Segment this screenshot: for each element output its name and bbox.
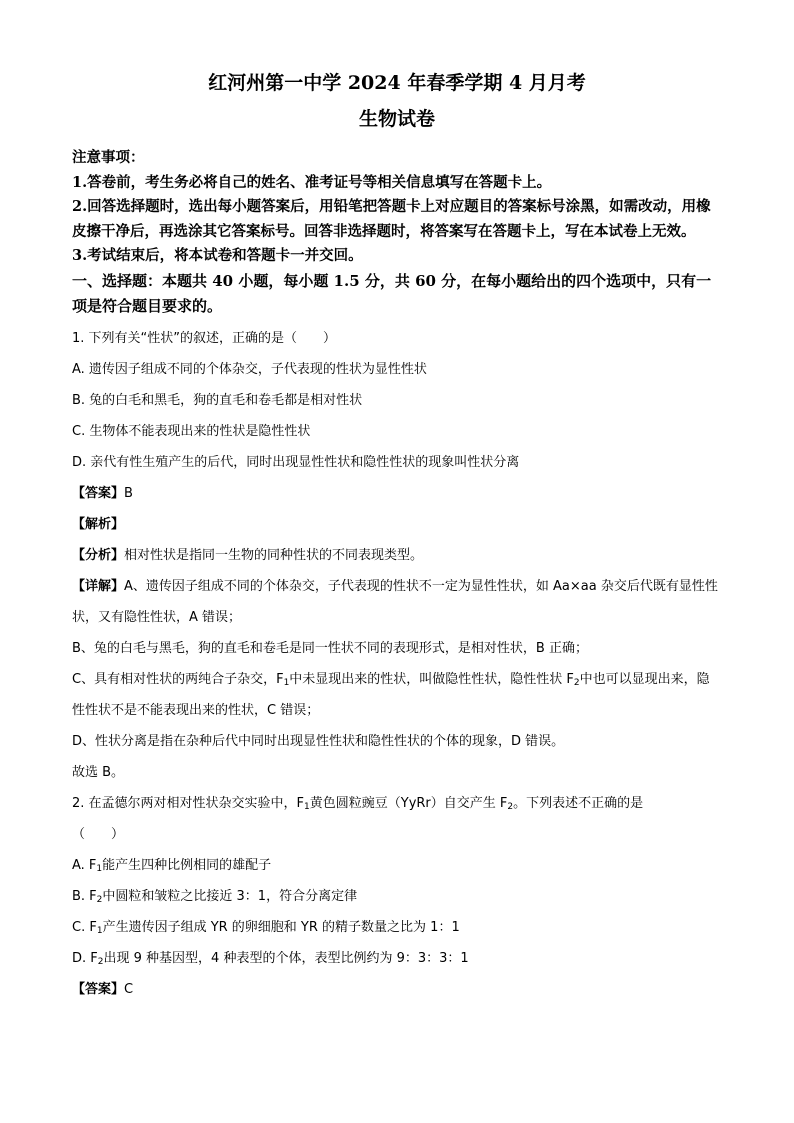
- q2-a-sub: 1: [96, 863, 103, 874]
- detail-c-sub1: 1: [283, 677, 290, 688]
- detail-b-line: B、兔的白毛与黑毛，狗的直毛和卷毛是同一性状不同的表现形式，是相对性状，B 正确；: [72, 640, 588, 656]
- conclusion-line: 故选 B。: [72, 764, 125, 780]
- q2-stem-part2: 黄色圆粒豌豆（YyRr）自交产生 F: [309, 795, 508, 811]
- q2-c-sub: 1: [96, 925, 103, 936]
- detail-c-part3: 中也可以显现出来，隐性性状不是不能表现出来的性状，C 错误；: [72, 671, 710, 718]
- q2-stem-sub2: 2: [507, 801, 514, 812]
- q2-d-part1: D. F: [72, 950, 98, 966]
- detail-a-line: [72, 571, 722, 633]
- notice-item-2: 2.回答选择题时，选出每小题答案后，用铅笔把答题卡上对应题目的答案标号涂黑，如需改动，用橡皮擦干净后，再选涂其它答案标号。回答非选择题时，将答案写在答题卡上，写在本试卷上无效。: [72, 198, 711, 240]
- fenxi-text: 相对性状是指同一生物的同种性状的不同表现类型。: [124, 547, 424, 563]
- detail-c-sub2: 2: [573, 677, 580, 688]
- option-b: B. 兔的白毛和黑毛，狗的直毛和卷毛都是相对性状: [72, 392, 363, 408]
- q2-c-part1: C. F: [72, 919, 97, 935]
- question-1: [72, 323, 722, 788]
- q2-answer-tag: 【答案】: [72, 981, 125, 997]
- q2-a-part2: 能产生四种比例相同的雄配子: [102, 857, 272, 873]
- detail-c-part1: C、具有相对性状的两纯合子杂交，F: [72, 671, 284, 687]
- q2-b-part1: B. F: [72, 888, 97, 904]
- answer-value: B: [124, 485, 133, 501]
- q2-answer-line: [72, 974, 722, 1005]
- question-2-stem: [72, 788, 722, 819]
- question-2-paren: （ ）: [72, 826, 125, 842]
- notice-item-3: 3.考试结束后，将本试卷和答题卡一并交回。: [72, 247, 363, 264]
- detail-c-line: [72, 664, 722, 726]
- answer-line: [72, 478, 722, 509]
- q2-b-sub: 2: [96, 894, 103, 905]
- exam-page: [72, 64, 722, 1005]
- option-a: A. 遗传因子组成不同的个体杂交，子代表现的性状为显性性状: [72, 361, 427, 377]
- q2-c-part2: 产生遗传因子组成 YR 的卵细胞和 YR 的精子数量之比为 1：1: [102, 919, 460, 935]
- detail-a-text: A、遗传因子组成不同的个体杂交，子代表现的性状不一定为显性性状，如 Aa×aa 杂交后代既有显性性状，又有隐性性状，A 错误；: [72, 578, 718, 625]
- detail-d-line: D、性状分离是指在杂种后代中同时出现显性性状和隐性性状的个体的现象，D 错误。: [72, 733, 565, 749]
- option-d: D. 亲代有性生殖产生的后代，同时出现显性性状和隐性性状的现象叫性状分离: [72, 454, 520, 470]
- q2-d-sub: 2: [97, 956, 104, 967]
- q2-stem-sub1: 1: [304, 801, 310, 812]
- notice-block: [72, 146, 722, 269]
- q2-option-b: [72, 881, 722, 912]
- q2-b-part2: 中圆粒和皱粒之比接近 3：1，符合分离定律: [102, 888, 358, 904]
- question-stem: 1. 下列有关“性状”的叙述，正确的是（ ）: [72, 330, 337, 346]
- option-c: C. 生物体不能表现出来的性状是隐性性状: [72, 423, 311, 439]
- exam-subtitle: 生物试卷: [358, 108, 435, 130]
- exam-title: 红河州第一中学 2024 年春季学期 4 月月考: [208, 72, 586, 94]
- q2-answer-value: C: [124, 981, 134, 997]
- fenxi-tag: 【分析】: [72, 547, 125, 563]
- q2-a-part1: A. F: [72, 857, 97, 873]
- q2-d-part2: 出现 9 种基因型，4 种表型的个体，表型比例约为 9：3：3：1: [103, 950, 469, 966]
- q2-stem-part3: 。下列表述不正确的是: [513, 795, 644, 811]
- detail-c-part2: 中未显现出来的性状，叫做隐性性状，隐性性状 F: [289, 671, 574, 687]
- fenxi-line: [72, 540, 722, 571]
- section-heading: 一、选择题：本题共 40 小题，每小题 1.5 分，共 60 分，在每小题给出的四个选项中，只有一项是符合题目要求的。: [72, 271, 712, 315]
- detail-tag: 【详解】: [72, 578, 125, 594]
- answer-tag: 【答案】: [72, 485, 125, 501]
- question-2: [72, 788, 722, 1005]
- q2-option-d: [72, 943, 722, 974]
- notice-item-1: 1.答卷前，考生务必将自己的姓名、准考证号等相关信息填写在答题卡上。: [72, 173, 552, 191]
- q2-option-c: [72, 912, 722, 943]
- notice-title: 注意事项：: [72, 149, 145, 166]
- q2-option-a: [72, 850, 722, 881]
- analysis-tag: 【解析】: [72, 516, 125, 532]
- q2-stem-part1: 2. 在孟德尔两对相对性状杂交实验中，F: [72, 795, 305, 811]
